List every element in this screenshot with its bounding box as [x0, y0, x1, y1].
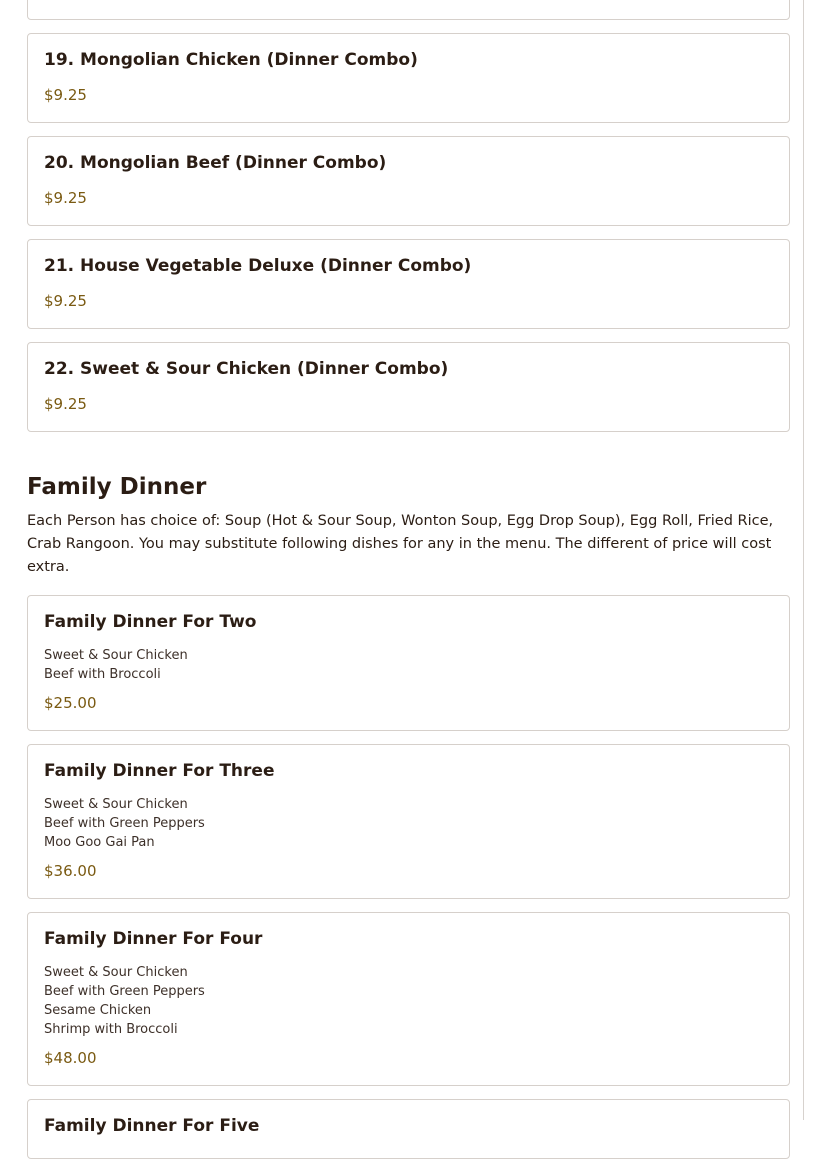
section-description: Each Person has choice of: Soup (Hot & Sour Soup, Wonton Soup, Egg Drop Soup), Egg Roll, Fried Rice, Crab Rangoon. You may substitute following dishes for any in the menu. The different of price will cost extra.: [27, 513, 774, 575]
menu-item-title: Family Dinner For Two: [44, 612, 257, 632]
menu-item-card[interactable]: [27, 342, 790, 432]
menu-item-card[interactable]: [27, 239, 790, 329]
dish-line: Beef with Green Peppers: [44, 984, 205, 999]
dish-line: Sweet & Sour Chicken: [44, 965, 188, 980]
menu-item-title: Family Dinner For Four: [44, 929, 263, 949]
menu-item-title: 20. Mongolian Beef (Dinner Combo): [44, 153, 387, 173]
menu-item-card[interactable]: [27, 136, 790, 226]
menu-item-title: Family Dinner For Five: [44, 1116, 260, 1136]
menu-item-card[interactable]: [27, 595, 790, 731]
dish-line: Sweet & Sour Chicken: [44, 648, 188, 663]
menu-item-title: 21. House Vegetable Deluxe (Dinner Combo): [44, 256, 472, 276]
dish-line: Moo Goo Gai Pan: [44, 835, 155, 850]
menu-item-description: [44, 646, 188, 684]
menu-item-price: $9.25: [44, 292, 87, 310]
menu-item-price: $9.25: [44, 189, 87, 207]
menu-item-price: $9.25: [44, 395, 87, 413]
menu-item-description: [44, 963, 205, 1039]
menu-item-price: $48.00: [44, 1049, 97, 1067]
menu-item-price: $25.00: [44, 694, 97, 712]
dish-line: Sweet & Sour Chicken: [44, 797, 188, 812]
menu-item-title: Family Dinner For Three: [44, 761, 275, 781]
dish-line: Beef with Green Peppers: [44, 816, 205, 831]
scroll-divider: [803, 0, 804, 1120]
section-title: Family Dinner: [27, 474, 207, 500]
menu-item-card-previous[interactable]: [27, 0, 790, 20]
menu-item-title: 22. Sweet & Sour Chicken (Dinner Combo): [44, 359, 449, 379]
menu-item-description: [44, 795, 205, 852]
menu-item-price: $9.25: [44, 86, 87, 104]
menu-item-card[interactable]: [27, 33, 790, 123]
dish-line: Sesame Chicken: [44, 1003, 152, 1018]
dish-line: Shrimp with Broccoli: [44, 1022, 178, 1037]
menu-item-card[interactable]: [27, 1099, 790, 1159]
dish-line: Beef with Broccoli: [44, 667, 161, 682]
menu-item-card[interactable]: [27, 912, 790, 1086]
menu-item-card[interactable]: [27, 744, 790, 899]
menu-item-title: 19. Mongolian Chicken (Dinner Combo): [44, 50, 418, 70]
menu-item-price: $36.00: [44, 862, 97, 880]
